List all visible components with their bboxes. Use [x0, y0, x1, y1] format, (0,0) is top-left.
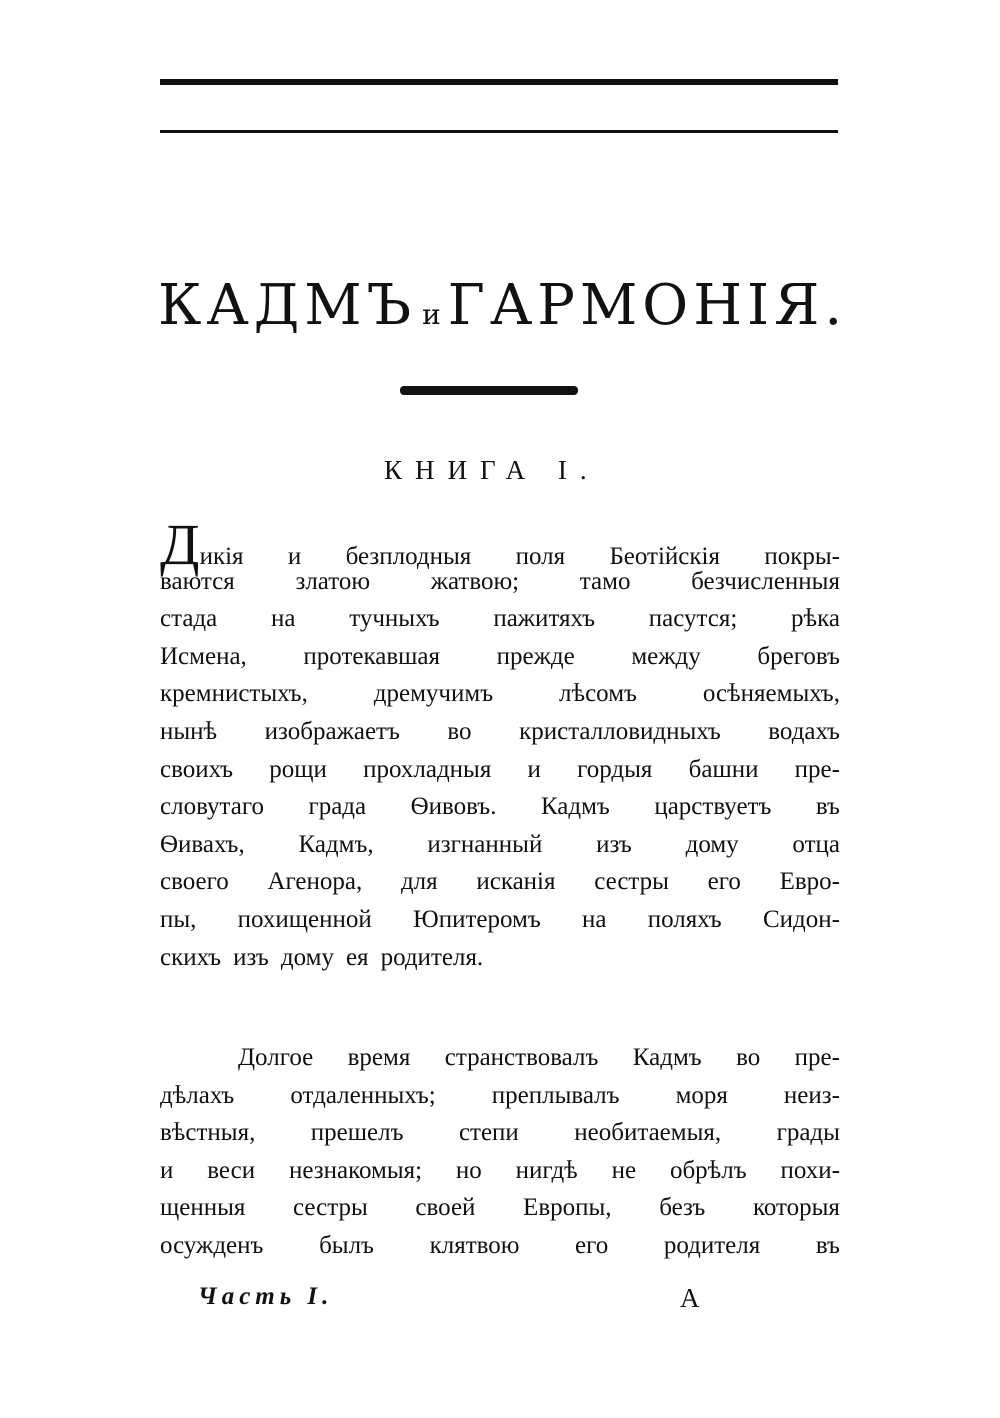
word: неиз- — [783, 1081, 840, 1109]
text-line — [160, 718, 840, 756]
word: изъ — [233, 943, 269, 971]
text-line — [160, 1082, 840, 1120]
word: Долгое — [238, 1044, 314, 1071]
word: изгнанный — [427, 830, 543, 858]
word: исканія — [476, 868, 556, 896]
word: царствуетъ — [654, 793, 772, 821]
word: кристалловидныхъ — [519, 717, 721, 745]
text-line — [160, 944, 840, 982]
word: во — [447, 717, 472, 745]
word: Кадмъ — [540, 793, 610, 821]
word: грады — [776, 1119, 840, 1147]
word: златою — [295, 567, 371, 595]
word: вѣстныя, — [160, 1119, 256, 1147]
word: пре- — [794, 755, 840, 783]
word: нынѣ — [160, 717, 218, 745]
word: веси — [207, 1156, 256, 1184]
word: необитаемыя, — [574, 1119, 722, 1147]
word: на — [271, 605, 296, 633]
word: скихъ — [160, 943, 222, 971]
paragraph-1 — [160, 512, 840, 981]
drop-cap: Д — [160, 512, 200, 577]
word: сестры — [293, 1194, 368, 1222]
word: покры- — [764, 543, 840, 570]
word: время — [347, 1044, 411, 1071]
word: на — [582, 905, 607, 933]
word: его — [707, 868, 741, 896]
word: Сидон- — [762, 905, 840, 933]
word: ея — [345, 943, 369, 971]
word: гордыя — [577, 755, 653, 783]
word: прохладныя — [363, 755, 492, 783]
word: дому — [280, 943, 334, 971]
text-line — [160, 680, 840, 718]
word: между — [631, 642, 701, 670]
word: отдаленныхъ; — [290, 1081, 436, 1109]
word: клятвою — [429, 1231, 520, 1259]
word: въ — [815, 1231, 840, 1259]
word: въ — [815, 793, 840, 821]
paragraph-2 — [160, 1044, 840, 1270]
text-line — [160, 643, 840, 681]
word: пы, — [160, 905, 197, 933]
word: своего — [160, 868, 229, 896]
word: водахъ — [768, 717, 840, 745]
word: пасутся; — [648, 605, 738, 633]
title-main: КАДМЪ — [158, 273, 417, 338]
title-conjunction: и — [422, 298, 442, 331]
word: степи — [458, 1119, 519, 1147]
word: для — [400, 868, 438, 896]
word: града — [308, 793, 367, 821]
word: былъ — [319, 1231, 374, 1259]
word: Кадмъ — [632, 1044, 702, 1071]
word: и — [160, 1156, 174, 1184]
first-word — [160, 512, 244, 577]
text-line — [160, 756, 840, 794]
word: икія — [199, 543, 244, 570]
word: моря — [675, 1081, 728, 1109]
page-title — [158, 273, 848, 338]
title-ornament-rule — [400, 386, 578, 395]
word: безплодныя — [345, 543, 472, 570]
text-line — [160, 1232, 840, 1270]
word: и — [287, 543, 302, 570]
word: щенныя — [160, 1194, 246, 1222]
footer-signature-mark: А — [680, 1283, 700, 1313]
word: стада — [160, 605, 218, 633]
word: кремнистыхъ, — [160, 680, 308, 708]
text-line — [160, 512, 840, 577]
text-line — [160, 906, 840, 944]
word: осѣняемыхъ, — [702, 680, 840, 708]
word: своихъ — [160, 755, 234, 783]
text-line — [160, 868, 840, 906]
word: прешелъ — [310, 1119, 404, 1147]
text-line — [160, 568, 840, 606]
top-double-rule-upper — [160, 79, 838, 85]
word: изъ — [596, 830, 632, 858]
word: нигдѣ — [515, 1156, 578, 1184]
word: которыя — [752, 1194, 840, 1222]
word: своей — [415, 1194, 476, 1222]
text-line — [160, 1194, 840, 1232]
word: дому — [685, 830, 739, 858]
footer-signature-left: Часть I. — [198, 1283, 334, 1310]
word: Евро- — [779, 868, 840, 896]
word: тамо — [579, 567, 631, 595]
text-line — [160, 1044, 840, 1082]
word: Исмена, — [160, 642, 247, 670]
word: похи- — [780, 1156, 840, 1184]
word: безъ — [659, 1194, 706, 1222]
word: рощи — [269, 755, 327, 783]
word: лѣсомъ — [559, 680, 637, 708]
text-line — [160, 1119, 840, 1157]
word: пажитяхъ — [493, 605, 596, 633]
word: и — [527, 755, 541, 783]
text-line — [160, 793, 840, 831]
word: не — [611, 1156, 637, 1184]
word: во — [736, 1044, 761, 1071]
word: пре- — [794, 1044, 840, 1071]
word: бреговъ — [757, 642, 840, 670]
word: странствовалъ — [444, 1044, 599, 1071]
book-heading: КНИГА I. — [384, 455, 600, 485]
title-end: ГАРМОНІЯ. — [447, 273, 848, 338]
word: отца — [792, 830, 840, 858]
word: жатвою; — [430, 567, 520, 595]
word: Кадмъ, — [298, 830, 374, 858]
word: тучныхъ — [349, 605, 440, 633]
word: похищенной — [237, 905, 372, 933]
word: родителя. — [380, 943, 484, 971]
word: рѣка — [791, 605, 840, 633]
text-line — [160, 1157, 840, 1195]
word: башни — [688, 755, 759, 783]
word: преплывалъ — [491, 1081, 620, 1109]
word: Агенора, — [267, 868, 363, 896]
word: Юпитеромъ — [413, 905, 541, 933]
word: незнакомыя; — [288, 1156, 423, 1184]
top-double-rule-lower — [160, 130, 838, 133]
word: Ѳивахъ, — [160, 830, 245, 858]
text-line — [160, 605, 840, 643]
text-line — [160, 831, 840, 869]
word: безчисленныя — [691, 567, 840, 595]
word: изображаетъ — [264, 717, 400, 745]
word: сестры — [594, 868, 669, 896]
word: протекавшая — [303, 642, 441, 670]
word: но — [455, 1156, 482, 1184]
word: Европы, — [523, 1194, 612, 1222]
word: Ѳивовъ. — [410, 793, 497, 821]
word: поляхъ — [647, 905, 722, 933]
word: его — [575, 1231, 609, 1259]
word: обрѣлъ — [669, 1156, 747, 1184]
word: ваются — [160, 567, 235, 595]
word: Беотійскія — [609, 543, 720, 570]
word: поля — [515, 543, 566, 570]
word: прежде — [496, 642, 575, 670]
word: дремучимъ — [373, 680, 494, 708]
word: осужденъ — [160, 1231, 264, 1259]
word: словутаго — [160, 793, 264, 821]
word: дѣлахъ — [160, 1081, 235, 1109]
word: родителя — [663, 1231, 761, 1259]
